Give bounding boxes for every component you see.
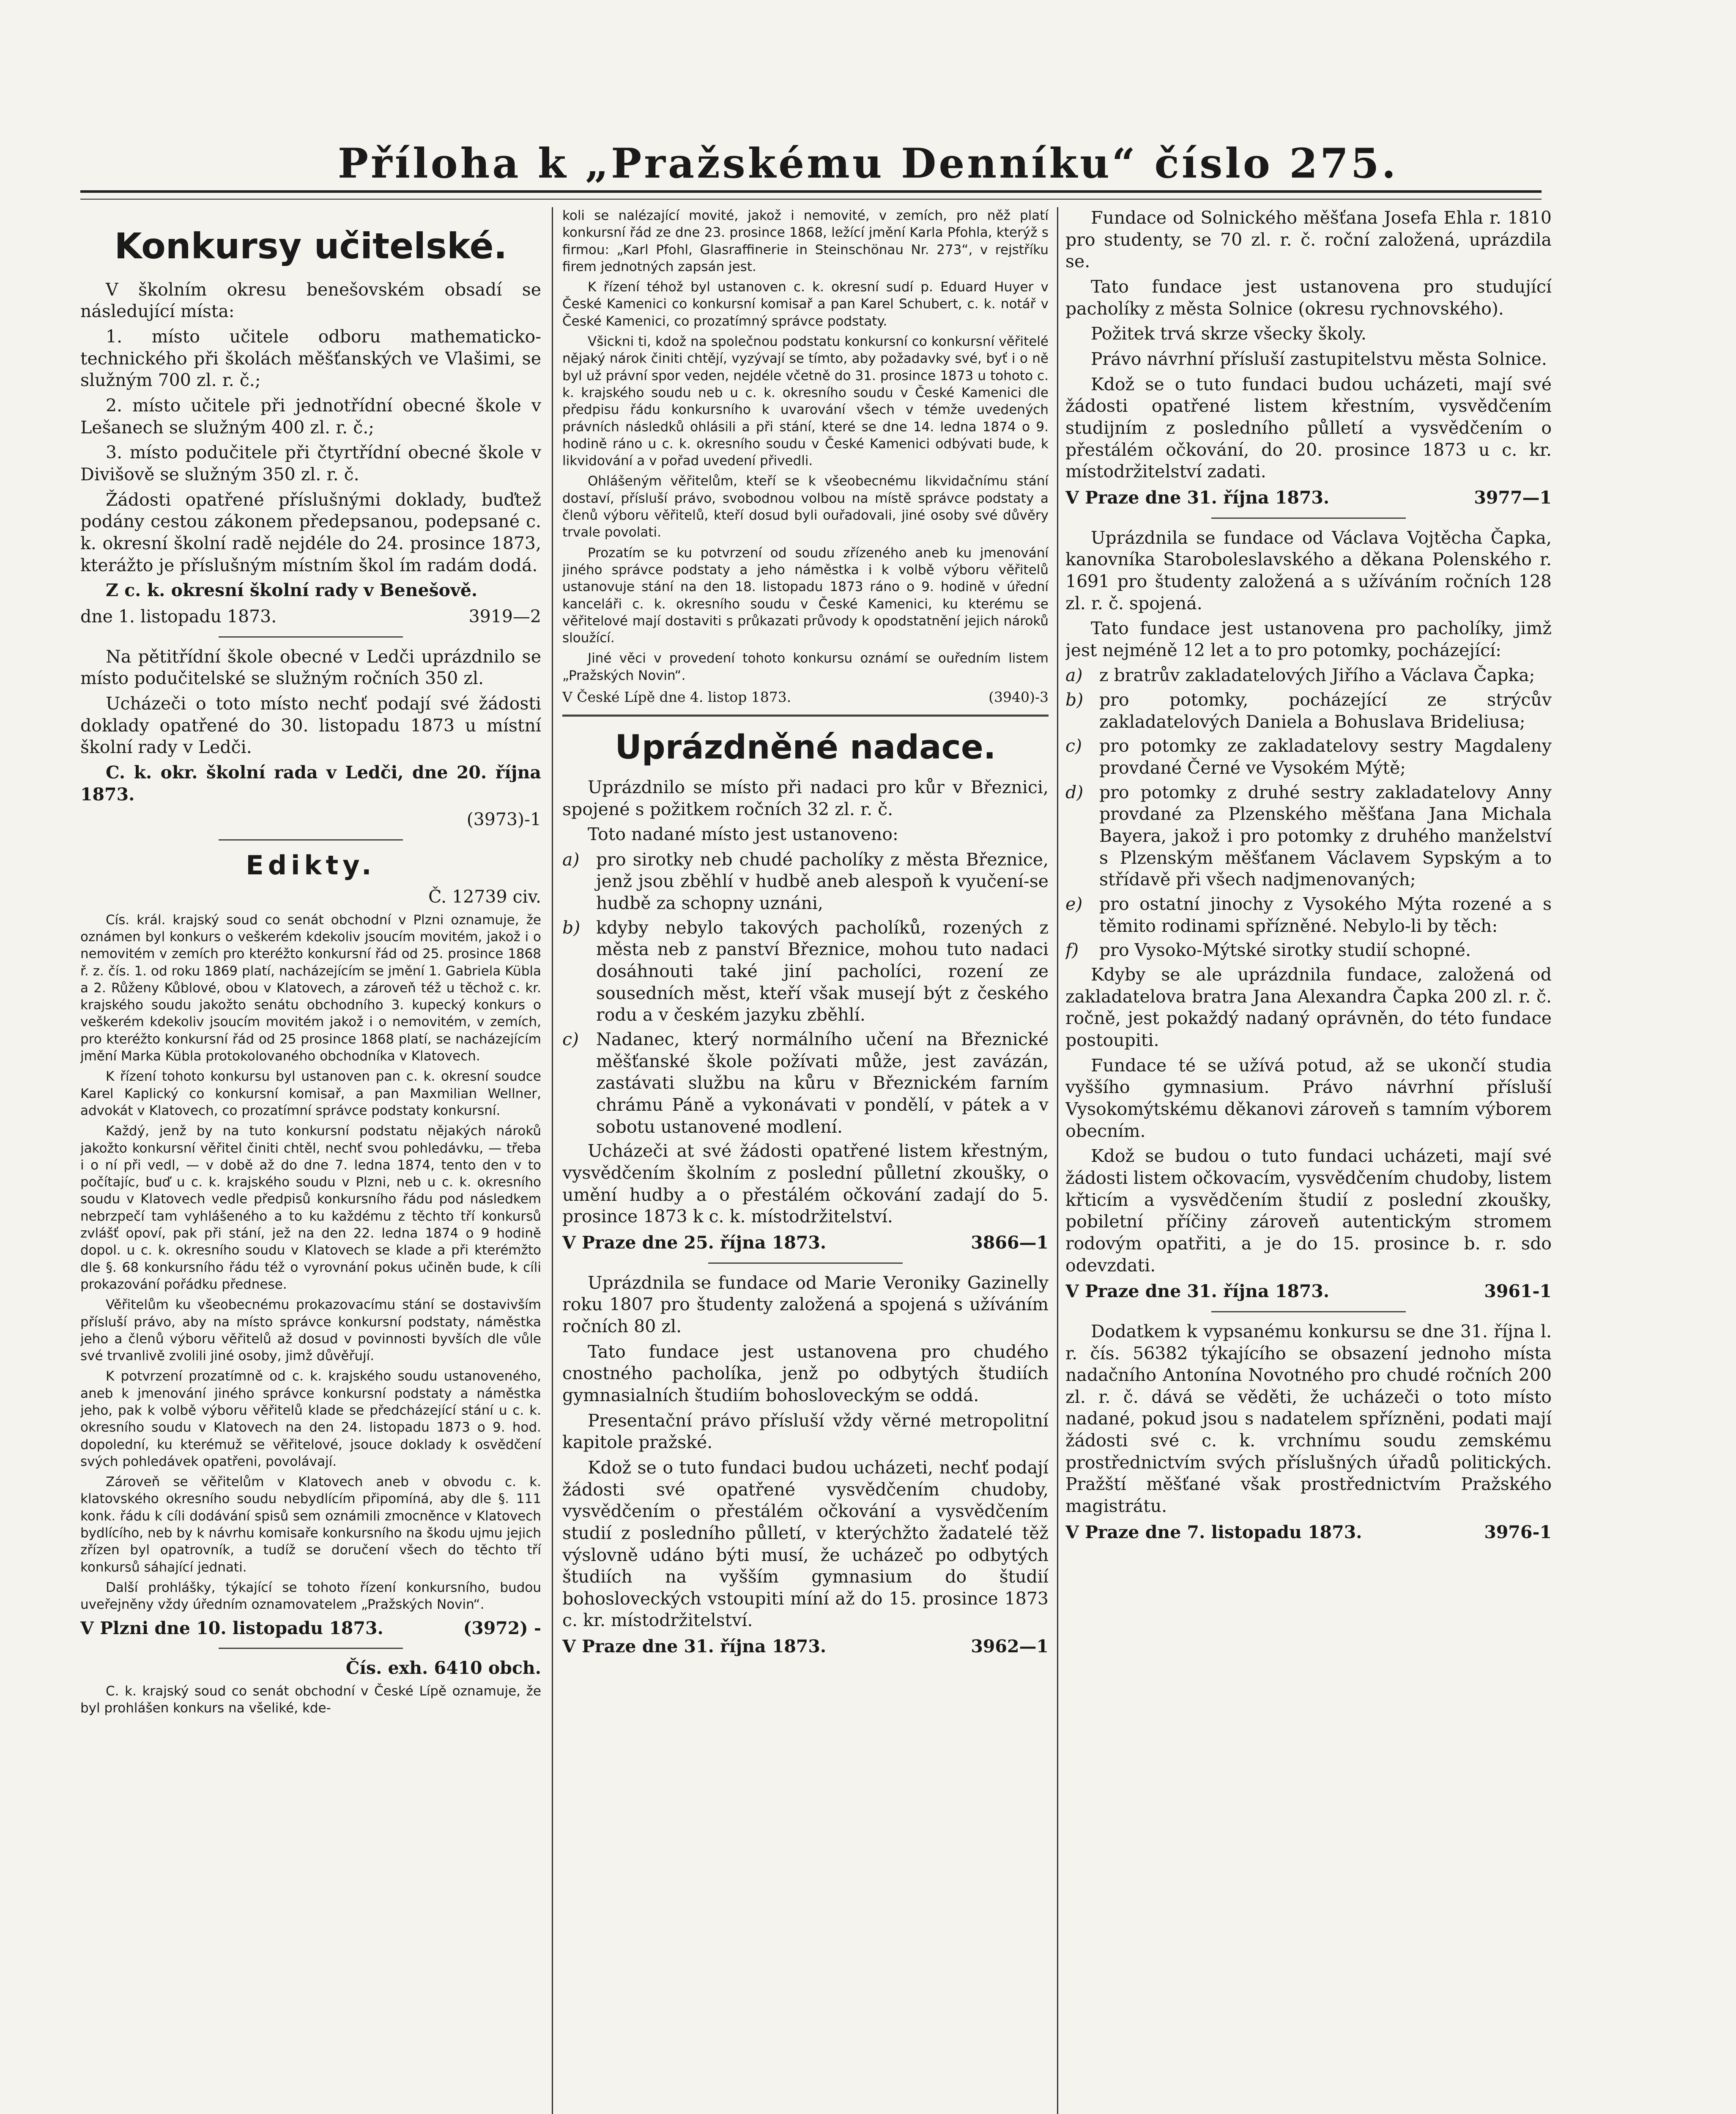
column-3	[1065, 207, 1552, 2114]
nadace-item-c-text: Nadanec, který normálního učení na Březnické měšťanské škole požívati může, jest zavázán, zastávati službu na kůru v Březnickém farním chrámu Páně a vykonávati v pondělí, v pátek a v sobotu ustanovené modlení.	[596, 1029, 1049, 1137]
edikty-number: (3972) -	[463, 1618, 541, 1638]
fundace-item-f	[1065, 939, 1552, 961]
konkurs-lipa-signature: V České Lípě dne 4. listop 1873.	[562, 689, 791, 706]
fundace-number-2: 3961-1	[1484, 1281, 1552, 1302]
konkurs-lipa-text-5: Prozatím se ku potvrzení od soudu zřízeného aneb ku jmenování jiného správce podstaty a jeho náměstka i k volbě výboru věřitelů ustanovuje stání na den 18. listopadu 1873 ráno o 9. hodině v úřední kanceláři c. k. okresního soudu v České Kamenici, ku kterému se věřitelové mají dostaviti s průkazati průvody k opodstatnění jejich nároků sloužící.	[562, 545, 1049, 646]
fundace-solnice-text-1: Fundace od Solnického měšťana Josefa Ehla r. 1810 pro studenty, se 70 zl. r. č. roční založená, uprázdila se.	[1065, 208, 1552, 272]
nadace-text-6: Presentační právo přísluší vždy věrné metropolitní kapitole pražské.	[562, 1410, 1049, 1453]
edikty-text-5: K potvrzení prozatímně od c. k. krajského soudu ustanoveného, aneb k jmenování jiného správce konkursní podstaty a náměstka jeho, pak k volbě výboru věřitelů klade se předcházející stání u c. k. okresního soudu v Klatovech na den 24. listopadu 1873 o 9. hod. dopolední, ku kterémuž se věřitelové, jsouce doklady k osvědčení svých pohledávek opatřeni, povolávají.	[80, 1369, 541, 1469]
fundace-item-a-text: z bratrův zakladatelových Jiřího a Václava Čapka;	[1099, 665, 1535, 686]
separator	[219, 636, 403, 638]
nadace-item-a-label: a)	[562, 849, 580, 870]
konkursy-item-3: 3. místo podučitele při čtyrtřídní obecné škole v Divišově se služným 350 zl. r. č.	[80, 442, 541, 485]
fundace-item-c	[1065, 735, 1552, 779]
edikty-ref-1: Č. 12739 civ.	[428, 887, 541, 907]
fundace-signature-3: V Praze dne 7. listopadu 1873.	[1065, 1522, 1362, 1542]
nadace-number-2: 3962—1	[971, 1636, 1049, 1657]
konkurs-lipa-text-2: K řízení téhož byl ustanoven c. k. okresní sudí p. Eduard Huyer v České Kamenici co konkursní komisař a pan Karel Schubert, c. k. notář v České Kamenici, co prozatímný správce podstaty.	[562, 279, 1049, 329]
edikty-text-7: Další prohlášky, týkající se tohoto řízení konkursního, budou uveřejněny vždy úředním oznamovatelem „Pražských Novin“.	[80, 1580, 541, 1613]
konkursy-ledec-instructions: Ucházeči o toto místo nechť podají své žádosti doklady opatřené do 30. listopadu 1873 u místní školní rady v Ledči.	[80, 693, 541, 758]
konkurs-lipa-signature-row	[562, 688, 1049, 706]
konkursy-item-1: 1. místo učitele odboru mathematicko-technického při školách měšťanských ve Vlašimi, se služným 700 zl. r. č.;	[80, 326, 541, 391]
fundace-solnice-text-5: Kdož se o tuto fundaci budou ucházeti, mají své žádosti opatřené listem křestním, vysvědčením studijním z posledního půlletí a vysvědčením o přestálém očkování, do 20. prosince 1873 u c. kr. místodržitelství zadati.	[1065, 374, 1552, 482]
fundace-item-a	[1065, 665, 1552, 687]
nadace-text-5: Tato fundace jest ustanovena pro chudého cnostného pacholíka, jenž po odbytých študiích gymnasialních študiím bohosloveckým se oddá.	[562, 1341, 1049, 1405]
nadace-text-2: Toto nadané místo jest ustanoveno:	[588, 824, 898, 845]
fundace-item-d	[1065, 782, 1552, 891]
nadace-number-1: 3866—1	[971, 1232, 1049, 1253]
separator	[708, 1262, 903, 1264]
fundace-solnice-text-3: Požitek trvá skrze všecky školy.	[1091, 323, 1366, 344]
edikty-text-3: Každý, jenž by na tuto konkursní podstatu nějakých nároků jakožto konkursní věřitel činiti chtěl, nechť svou pohledávku, — třeba i o ní při vedl, — v době až do dne 7. ledna 1874, tento den v to počítajíc, buď u c. k. krajského soudu v Plzni, neb u c. k. okresního soudu v Klatovech vedle předpisů konkursního řádu pod následkem nebrzpečí tam vyhlášeného a to ku každému z těchto tří konkursů zvlášť opoví, pak při stání, jež na den 22. ledna 1874 o 9 hodině dopol. u c. k. okresního soudu v Klatovech se klade a při kterémžto dle §. 68 konkursního řádu též o vyrovnání pokus učiněn bude, k cíli prokazování pořádku přednese.	[80, 1123, 541, 1292]
edikty-text-8: C. k. krajský soud co senát obchodní v České Lípě oznamuje, že byl prohlášen konkurs na všeliké, kde-	[80, 1683, 541, 1716]
edikty-heading: Edikty.	[246, 849, 376, 881]
fundace-signature-2: V Praze dne 31. října 1873.	[1065, 1281, 1330, 1302]
konkursy-signature-2: C. k. okr. školní rada v Ledči, dne 20. října 1873.	[80, 762, 541, 805]
fundace-signature-1: V Praze dne 31. října 1873.	[1065, 487, 1330, 508]
separator	[219, 839, 403, 841]
fundace-item-b	[1065, 689, 1552, 733]
separator	[562, 715, 1049, 717]
fundace-number-3: 3976-1	[1484, 1522, 1552, 1542]
masthead-title: Příloha k „Pražskému Denníku“ číslo 275.	[337, 140, 1399, 187]
edikty-signature-row	[80, 1618, 541, 1640]
nadace-item-b-text: kdyby nebylo takových pacholíků, rozených z města neb z panství Březnice, mohou tuto nadaci dosáhnouti také jiní pacholíci, rození ze sousedních měst, kteří však musejí být z českého rodu a v českém jazyku zběhlí.	[596, 917, 1049, 1025]
konkursy-signature-1: Z c. k. okresní školní rady v Benešově.	[106, 580, 478, 601]
konkursy-instructions: Žádosti opatřené příslušnými doklady, buďtež podány cestou zákonem předepsanou, podepsané c. k. okresní školní radě nejdéle do 24. prosince 1873, kterážto je příslušným místním škol ím radám dodá.	[80, 489, 541, 575]
fundace-solnice-text-4: Právo návrhní přísluší zastupitelstvu města Solnice.	[1091, 348, 1547, 369]
separator	[1211, 1311, 1406, 1312]
nadace-signature-1: V Praze dne 25. října 1873.	[562, 1232, 827, 1253]
fundace-capek-text-3: Kdyby se ale uprázdnila fundace, založená od zakladatelova bratra Jana Alexandra Čapka 200 zl. r. č. ročně, jest pokaždý nadaný oprávněn, do této fundace postoupiti.	[1065, 964, 1552, 1050]
nadace-signature-row-2	[562, 1636, 1049, 1658]
nadace-item-b-label: b)	[562, 917, 580, 938]
nadace-item-c	[562, 1029, 1049, 1138]
fundace-item-d-label: d)	[1065, 782, 1084, 802]
nadace-text-3: Ucházeči at své žádosti opatřené listem křestným, vysvědčením školním z poslední půlletní zkoušky, o umění hudby a o přestálém očkování zadají do 5. prosince 1873 k c. k. místodržitelství.	[562, 1141, 1049, 1227]
edikty-ref-2: Čís. exh. 6410 obch.	[345, 1658, 541, 1679]
konkursy-number-1: 3919—2	[468, 606, 541, 627]
konkursy-date-1: dne 1. listopadu 1873.	[80, 606, 277, 627]
column-2	[562, 207, 1049, 2114]
edikty-text-1: Cís. král. krajský soud co senát obchodní v Plzni oznamuje, že oznámen byl konkurs o veškerém kdekoliv jsoucím movitém, jakož i o nemovitém v zemích pro kteréžto konkursní řád od 25. prosince 1868 ř. z. čís. 1. od roku 1869 platí, nacházejícím se jmění 1. Gabriela Kübla a 2. Růženy Kůblové, obou v Klatovech, a zároveň též u těchož c. kr. krajského soudu jakožto senátu obchodního 3. kupecký konkurs o veškerém kdekoliv jsoucím movitém jakož i o nemovitém, v zemích, pro kteréžto konkursní řád od 25 prosince 1868 platí, se nacházejícím jmění Marka Kübla protokolovaného obchodníka v Klatovech.	[80, 912, 541, 1064]
fundace-novotny-text: Dodatkem k vypsanému konkursu se dne 31. října l. r. čís. 56382 týkajícího se obsazení jednoho místa nadačního Antonína Novotného pro chudé ročních 200 zl. r. č. dává se věděti, že ucházeči o toto místo nadané, pokud jsou s nadatelem spřízněni, podati mají žádosti své c. k. vrchnímu soudu zemskému prostřednictvím svých příslušných úřadů politických. Pražští měšťané však prostřednictvím Pražského magistrátu.	[1065, 1321, 1552, 1517]
masthead-rule-thin	[80, 199, 1542, 200]
konkurs-lipa-text-3: Všickni ti, kdož na společnou podstatu konkursní co konkursní věřitelé nějaký nárok činiti chtějí, vyzývají se tímto, aby požadavky své, byť i o ně byl už právní spor veden, nejdéle včetně do 31. prosince 1873 u tohoto c. k. krajského soudu neb u c. k. okresního soudu v České Kamenici dle předpisu řádu konkursního k uvarování všech v témže uvedených právních následků ohlásili a při stání, které se dne 14. ledna 1874 o 9. hodině ráno u c. k. okresního soudu v České Kamenici odbývati bude, k likvidování a v pořad uvedení přivedli.	[562, 334, 1049, 469]
nadace-item-a	[562, 849, 1049, 915]
konkursy-heading: Konkursy učitelské.	[114, 225, 507, 267]
fundace-item-f-label: f)	[1065, 940, 1079, 961]
edikty-text-6: Zároveň se věřitelům v Klatovech aneb v obvodu c. k. klatovského okresního soudu nebydlícím připomíná, aby dle §. 111 konk. řádu k cíli dodávání spisů sem oznámili zmocněnce v Klatovech bydlícího, neb by k návrhu komisaře konkursního na škodu ujmu jejich zřízen byl opatrovník, a tudíž se doručení všech do těchto tří konkursů sáhající jednati.	[80, 1474, 541, 1575]
konkurs-lipa-number: (3940)-3	[988, 689, 1049, 706]
nadace-item-b	[562, 917, 1049, 1026]
column-divider-1	[552, 207, 553, 2114]
fundace-number-1: 3977—1	[1474, 487, 1552, 508]
fundace-capek-text-2: Tato fundace jest ustanovena pro pacholíky, jimž jest nejméně 12 let a to pro potomky, pocházející:	[1065, 618, 1552, 660]
edikty-text-4: Věřitelům ku všeobecnému prokazovacímu stání se dostavivším přísluší právo, aby na místo správce konkursní podstaty, náměstka jeho a členů výboru věřitelů až dosud v povinnosti byvších dle vůle své trvanlivě zvolili jiné osoby, jimž důvěřují.	[80, 1297, 541, 1364]
fundace-item-b-label: b)	[1065, 690, 1084, 710]
column-1	[80, 207, 541, 2114]
fundace-capek-text-1: Uprázdnila se fundace od Václava Vojtěcha Čapka, kanovníka Staroboleslavského a děkana Polenského r. 1691 pro študenty založená a s užíváním ročních 128 zl. r. č. spojená.	[1065, 527, 1552, 613]
fundace-capek-text-4: Fundace té se užívá potud, až se ukončí studia vyššího gymnasium. Právo návrhní přísluší Vysokomýtskému děkanovi zároveň s tamním výborem obecním.	[1065, 1055, 1552, 1141]
fundace-item-c-label: c)	[1065, 736, 1082, 756]
fundace-capek-text-5: Kdož se budou o tuto fundaci ucházeti, mají své žádosti listem očkovacím, vysvědčením chudoby, listem křticím a vysvědčením študií z poslední zkoušky, pobiletní příčiny zároveň autentickým stromem rodovým opatřiti, a je do 15. prosince b. r. sdo odevzdati.	[1065, 1146, 1552, 1276]
edikty-text-2: K řízení tohoto konkursu byl ustanoven pan c. k. okresní soudce Karel Kaplický co konkursní komisař, a pan Maxmilian Wellner, advokát v Klatovech, co prozatímní správce podstaty konkursní.	[80, 1069, 541, 1118]
konkursy-date-row-1	[80, 606, 541, 628]
konkurs-lipa-text-1: koli se nalézající movité, jakož i nemovité, v zemích, pro něž platí konkursní řád ze dne 23. prosince 1868, ležící jmění Karla Pfohla, kterýž s firmou: „Karl Pfohl, Glasraffinerie in Steinschönau Nr. 273“, v rejstříku firem jednotných zapsán jest.	[562, 208, 1049, 274]
fundace-signature-row-2	[1065, 1281, 1552, 1303]
nadace-heading: Uprázdněné nadace.	[615, 728, 996, 767]
fundace-item-e	[1065, 893, 1552, 937]
fundace-item-b-text: pro potomky, pocházející ze strýcův zakladatelových Daniela a Bohuslava Brideliusa;	[1099, 690, 1552, 732]
fundace-signature-row-3	[1065, 1522, 1552, 1544]
konkursy-number-2: (3973)-1	[466, 809, 541, 830]
fundace-solnice-text-2: Tato fundace jest ustanovena pro studující pacholíky z města Solnice (okresu rychnovského).	[1065, 276, 1552, 319]
masthead-rule	[80, 190, 1542, 193]
nadace-text-1: Uprázdnilo se místo při nadaci pro kůr v Březnici, spojené s požitkem ročních 32 zl. r. č.	[562, 777, 1049, 819]
konkursy-intro: V školním okresu benešovském obsadí se následující místa:	[80, 279, 541, 322]
fundace-item-c-text: pro potomky ze zakladatelovy sestry Magdaleny provdané Černé ve Vysokém Mýtě;	[1099, 736, 1552, 778]
separator	[1211, 518, 1406, 519]
nadace-text-4: Uprázdnila se fundace od Marie Veroniky Gazinelly roku 1807 pro študenty založená a spojená s užíváním ročních 80 zl.	[562, 1272, 1049, 1336]
konkurs-lipa-text-4: Ohlášeným věřitelům, kteří se k všeobecnému likvidačnímu stání dostaví, přísluší právo, svobodnou volbou na místě správce podstaty a členů výboru věřitelů, kteří dosud byli ouřadovali, jiné osoby své důvěry trvale povolati.	[562, 474, 1049, 540]
fundace-item-d-text: pro potomky z druhé sestry zakladatelovy Anny provdané za Plzenského měšťana Jana Michala Bayera, jakož i pro potomky z druhého manželství s Plzenským měšťanem Václavem Sypským a to střídavě při všech nadjmenovaných;	[1099, 782, 1552, 890]
konkurs-lipa-text-6: Jiné věci v provedení tohoto konkursu oznámí se ouředním listem „Pražských Novin“.	[562, 651, 1049, 683]
nadace-text-7: Kdož se o tuto fundaci budou ucházeti, nechť podají žádosti své opatřené vysvědčením chudoby, vysvědčením o přestálém očkování a vysvědčením studií z posledního půlletí, v kterýchžto žadatelé těž výslovně udáno býti musí, že ucházeč po odbytých študiích na vyšším gymnasium do študií bohosloveckých vstoupiti míní až do 15. prosince 1873 c. kr. místodržitelství.	[562, 1457, 1049, 1631]
fundace-item-a-label: a)	[1065, 665, 1083, 686]
nadace-item-c-label: c)	[562, 1029, 579, 1050]
nadace-signature-row-1	[562, 1232, 1049, 1254]
column-divider-2	[1057, 207, 1058, 2114]
konkursy-ledec-notice: Na pětitřídní škole obecné v Ledči uprázdnilo se místo podučitelské se služným ročních 350 zl.	[80, 646, 541, 689]
nadace-item-a-text: pro sirotky neb chudé pacholíky z města Březnice, jenž jsou zběhlí v hudbě aneb alespoň k vyučení-se hudbě za schopny uznáni,	[596, 849, 1049, 914]
edikty-signature: V Plzni dne 10. listopadu 1873.	[80, 1618, 383, 1638]
separator	[219, 1648, 403, 1649]
nadace-signature-2: V Praze dne 31. října 1873.	[562, 1636, 827, 1657]
fundace-item-f-text: pro Vysoko-Mýtské sirotky studií schopné.	[1099, 940, 1471, 961]
fundace-item-e-text: pro ostatní jinochy z Vysokého Mýta rozené a s těmito rodinami spřízněné. Nebylo-li by těch:	[1099, 894, 1552, 936]
konkursy-item-2: 2. místo učitele při jednotřídní obecné škole v Lešanech se služným 400 zl. r. č.;	[80, 395, 541, 438]
fundace-item-e-label: e)	[1065, 894, 1083, 915]
fundace-signature-row-1	[1065, 487, 1552, 509]
